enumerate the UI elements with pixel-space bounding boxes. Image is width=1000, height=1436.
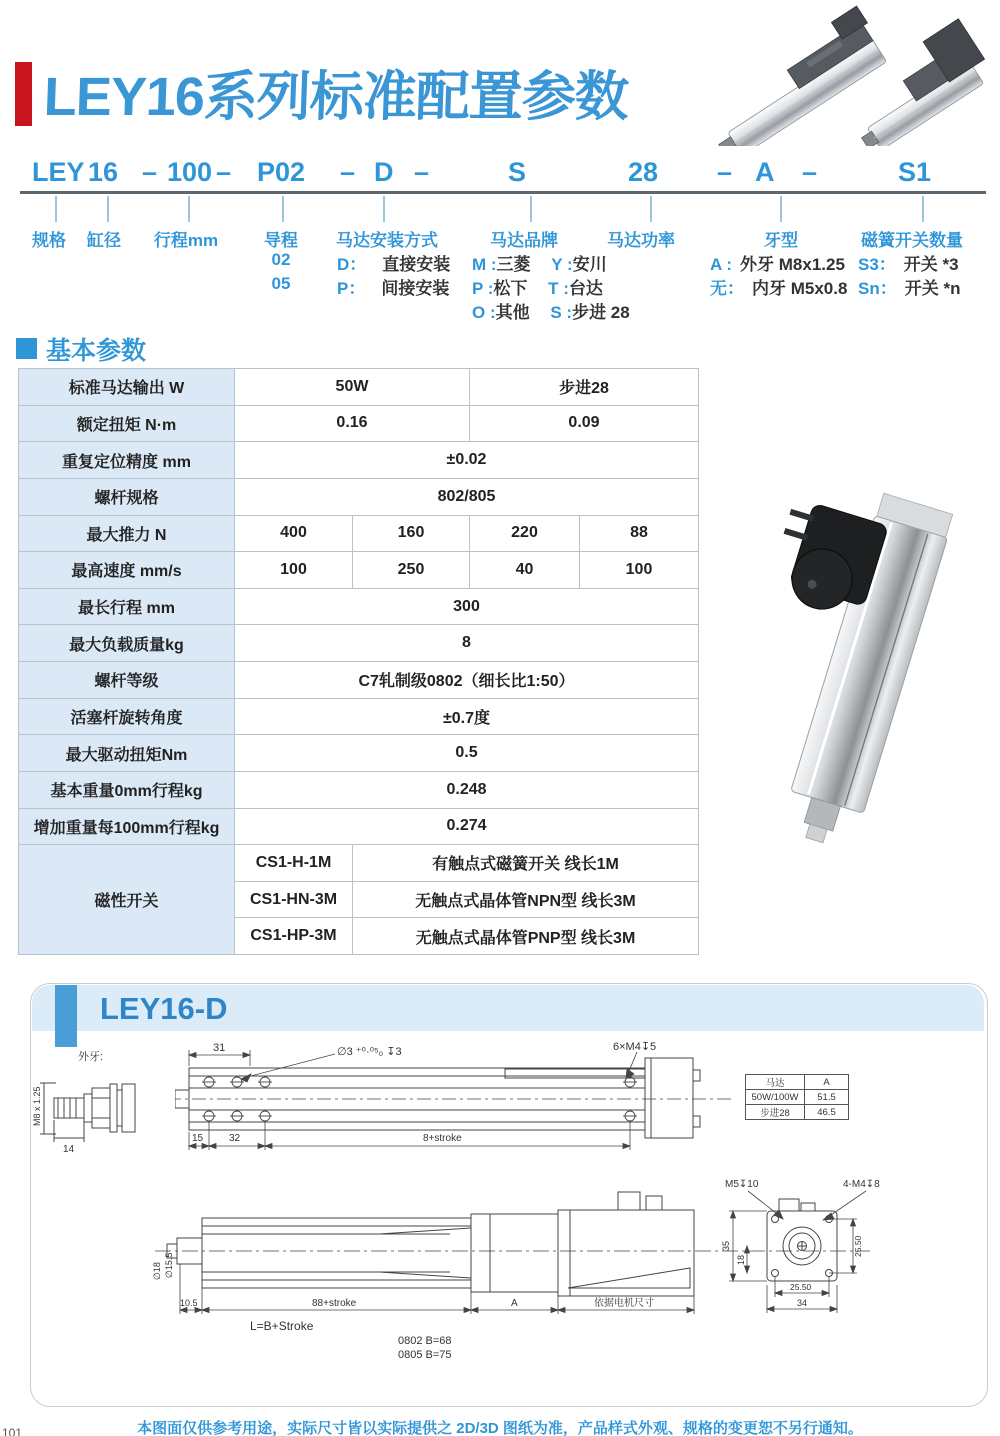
code-dash-icon: – — [216, 157, 232, 187]
cell: 100 — [235, 552, 353, 589]
section-title: 基本参数 — [46, 337, 147, 365]
row-label: 基本重量0mm行程kg — [19, 771, 235, 808]
dim-25-50-right: 25.50 — [853, 1235, 863, 1257]
opt-key: M : — [472, 255, 497, 274]
m4-note: 4-M4↧8 — [843, 1179, 880, 1190]
opt-key: Sn： — [858, 279, 897, 298]
code-brand: S — [508, 157, 527, 187]
cell: 无触点式晶体管PNP型 线长3M — [353, 918, 699, 955]
code-mount: D — [374, 157, 394, 187]
code-dash-icon: – — [414, 157, 430, 187]
table-row — [19, 625, 699, 662]
row-label: 额定扭矩 N·m — [19, 405, 235, 442]
code-bore: 16 — [88, 157, 119, 187]
opt-thread-ext — [710, 250, 845, 275]
row-label: 最大推力 N — [19, 515, 235, 552]
cell: 400 — [235, 515, 353, 552]
opt-key: P : — [472, 279, 494, 298]
code-tick — [650, 196, 652, 222]
dim-body: 88+stroke — [312, 1298, 357, 1309]
opt-key: T : — [548, 279, 569, 298]
motor-dimension-table — [745, 1074, 849, 1120]
cell: 220 — [470, 515, 580, 552]
opt-text: 开关 *n — [904, 279, 961, 298]
motor-table-cell: 46.5 — [805, 1105, 849, 1120]
dim-15: 15 — [192, 1133, 204, 1144]
opt-lead-05: 05 — [271, 274, 291, 293]
motor-table-cell: 50W/100W — [746, 1090, 805, 1105]
dim-a: A — [511, 1298, 518, 1309]
opt-lead-02: 02 — [271, 250, 291, 269]
b-note-2: 0805 B=75 — [398, 1349, 452, 1361]
code-tick — [188, 196, 190, 222]
row-label: 最高速度 mm/s — [19, 552, 235, 589]
hole-note: ∅3 ⁺⁰·⁰⁵₀ ↧3 — [337, 1046, 402, 1058]
motor-table-header: A — [805, 1075, 849, 1090]
end-view-drawing — [703, 1173, 903, 1338]
code-series: LEY — [32, 157, 85, 187]
row-label: 重复定位精度 mm — [19, 442, 235, 479]
section-marker-icon — [16, 338, 37, 359]
dim-25-50-bottom: 25.50 — [790, 1282, 812, 1292]
seg-label-mount: 马达安装方式 — [336, 231, 438, 250]
spec-table — [18, 368, 699, 955]
top-view-drawing — [175, 1038, 775, 1173]
dim-10-5: 10.5 — [180, 1298, 198, 1308]
title-accent-bar-icon — [15, 62, 32, 126]
dia-15-5: ∅15.5 — [164, 1252, 174, 1278]
dim-34: 34 — [797, 1298, 808, 1308]
opt-key: O : — [472, 303, 496, 322]
thread-spec-label: M8 x 1.25 — [32, 1086, 42, 1126]
opt-text: 松下 — [493, 279, 528, 298]
dim-14: 14 — [63, 1144, 75, 1155]
cell: 无触点式晶体管NPN型 线长3M — [353, 881, 699, 918]
dim-18: 18 — [736, 1254, 746, 1265]
opt-key: A : — [710, 255, 733, 274]
seg-label-stroke: 行程mm — [153, 231, 219, 250]
opt-text: 安川 — [572, 255, 607, 274]
code-power: 28 — [628, 157, 659, 187]
row-label: 最大负载质量kg — [19, 625, 235, 662]
cell: 250 — [353, 552, 470, 589]
code-dash-icon: – — [717, 157, 733, 187]
cell: 100 — [580, 552, 699, 589]
opt-text: 开关 *3 — [903, 255, 959, 274]
code-tick — [383, 196, 385, 222]
code-thread: A — [755, 157, 775, 187]
table-row — [19, 369, 699, 406]
code-stroke: 100 — [167, 157, 213, 187]
cell: ±0.02 — [235, 442, 699, 479]
thread-end-drawing — [30, 1038, 175, 1160]
opt-mount-indirect — [337, 274, 449, 299]
code-tick — [107, 196, 109, 222]
table-row — [19, 735, 699, 772]
opt-text: 内牙 M5x0.8 — [752, 279, 848, 298]
opt-text: 三菱 — [496, 255, 531, 274]
b-note-1: 0802 B=68 — [398, 1335, 452, 1347]
opt-brand-row3 — [472, 298, 630, 323]
cell: 0.5 — [235, 735, 699, 772]
m5-note: M5↧10 — [725, 1179, 759, 1190]
disclaimer-text: 本图面仅供参考用途，实际尺寸皆以实际提供之 2D/3D 图纸为准，产品样式外观、规格的变更恕不另行通知。 — [137, 1420, 863, 1436]
motor-table-cell: 步进28 — [746, 1105, 805, 1120]
dim-stroke: 8+stroke — [423, 1133, 462, 1144]
code-divider-line — [20, 191, 986, 194]
opt-thread-int — [710, 274, 847, 299]
cell: 160 — [353, 515, 470, 552]
seg-label-thread: 牙型 — [764, 231, 798, 250]
drawing-title: LEY16-D — [100, 991, 228, 1026]
seg-label-power: 马达功率 — [607, 231, 675, 250]
page-number: 101 — [2, 1426, 23, 1436]
cell: 802/805 — [235, 478, 699, 515]
cell: CS1-HP-3M — [235, 918, 353, 955]
dim-35: 35 — [721, 1240, 731, 1251]
page-title: LEY16系列标准配置参数 — [42, 67, 629, 127]
opt-switch-s3 — [858, 250, 959, 275]
product-render-large — [740, 468, 995, 868]
opt-text: 步进 28 — [572, 303, 630, 322]
opt-brand-row2 — [472, 274, 603, 299]
table-row — [19, 808, 699, 845]
opt-key: S : — [550, 303, 573, 322]
opt-mount-direct — [337, 250, 450, 275]
dim-31: 31 — [213, 1042, 226, 1054]
opt-key: Y : — [551, 255, 573, 274]
table-row — [19, 478, 699, 515]
opt-key: P： — [337, 279, 366, 298]
table-row — [19, 552, 699, 589]
seg-label-bore: 缸径 — [87, 231, 121, 250]
cell: 40 — [470, 552, 580, 589]
code-tick — [282, 196, 284, 222]
code-dash-icon: – — [142, 157, 158, 187]
seg-label-lead: 导程 — [264, 231, 298, 250]
cell: 步进28 — [470, 369, 699, 406]
code-tick — [922, 196, 924, 222]
table-row — [19, 662, 699, 699]
cell: 0.16 — [235, 405, 470, 442]
opt-switch-sn — [858, 274, 960, 299]
opt-text: 直接安装 — [382, 255, 451, 274]
length-formula: L=B+Stroke — [250, 1319, 314, 1333]
code-tick — [55, 196, 57, 222]
cell: 50W — [235, 369, 470, 406]
code-tick — [780, 196, 782, 222]
cell: 0.09 — [470, 405, 699, 442]
cell: 300 — [235, 588, 699, 625]
cell: C7轧制级0802（细长比1:50） — [235, 662, 699, 699]
cell: 88 — [580, 515, 699, 552]
table-row — [19, 588, 699, 625]
seg-label-brand: 马达品牌 — [490, 231, 558, 250]
cell: 8 — [235, 625, 699, 662]
cell: 0.248 — [235, 771, 699, 808]
table-row — [19, 845, 699, 882]
row-label: 磁性开关 — [19, 845, 235, 955]
dia-18: ∅18 — [152, 1262, 162, 1280]
row-label: 螺杆规格 — [19, 478, 235, 515]
table-row — [19, 405, 699, 442]
row-label: 最大驱动扭矩Nm — [19, 735, 235, 772]
row-label: 螺杆等级 — [19, 662, 235, 699]
seg-label-spec: 规格 — [32, 231, 66, 250]
opt-text: 间接安装 — [381, 279, 450, 298]
row-label: 活塞杆旋转角度 — [19, 698, 235, 735]
table-row — [19, 771, 699, 808]
row-label: 增加重量每100mm行程kg — [19, 808, 235, 845]
opt-brand-row1 — [472, 250, 607, 275]
code-dash-icon: – — [802, 157, 818, 187]
cell: 0.274 — [235, 808, 699, 845]
code-switch: S1 — [898, 157, 932, 187]
table-row — [19, 515, 699, 552]
cell: CS1-H-1M — [235, 845, 353, 882]
table-row — [19, 698, 699, 735]
motor-note: 依据电机尺寸 — [594, 1298, 654, 1309]
code-lead: P02 — [257, 157, 306, 187]
opt-key: S3： — [858, 255, 896, 274]
row-label: 最长行程 mm — [19, 588, 235, 625]
tap-note: 6×M4↧5 — [613, 1041, 657, 1053]
motor-table-header: 马达 — [746, 1075, 805, 1090]
opt-text: 台达 — [568, 279, 603, 298]
dim-32: 32 — [229, 1133, 241, 1144]
thread-type-label: 外牙: — [78, 1051, 104, 1063]
cell: CS1-HN-3M — [235, 881, 353, 918]
code-dash-icon: – — [340, 157, 356, 187]
motor-table-cell: 51.5 — [805, 1090, 849, 1105]
row-label: 标准马达输出 W — [19, 369, 235, 406]
opt-key: 无： — [710, 279, 744, 298]
table-row — [19, 442, 699, 479]
cell: ±0.7度 — [235, 698, 699, 735]
product-render-2 — [848, 14, 998, 146]
opt-key: D： — [337, 255, 367, 274]
opt-text: 其他 — [495, 303, 530, 322]
code-tick — [530, 196, 532, 222]
opt-text: 外牙 M8x1.25 — [740, 255, 845, 274]
cell: 有触点式磁簧开关 线长1M — [353, 845, 699, 882]
seg-label-switch: 磁簧开关数量 — [861, 231, 963, 250]
